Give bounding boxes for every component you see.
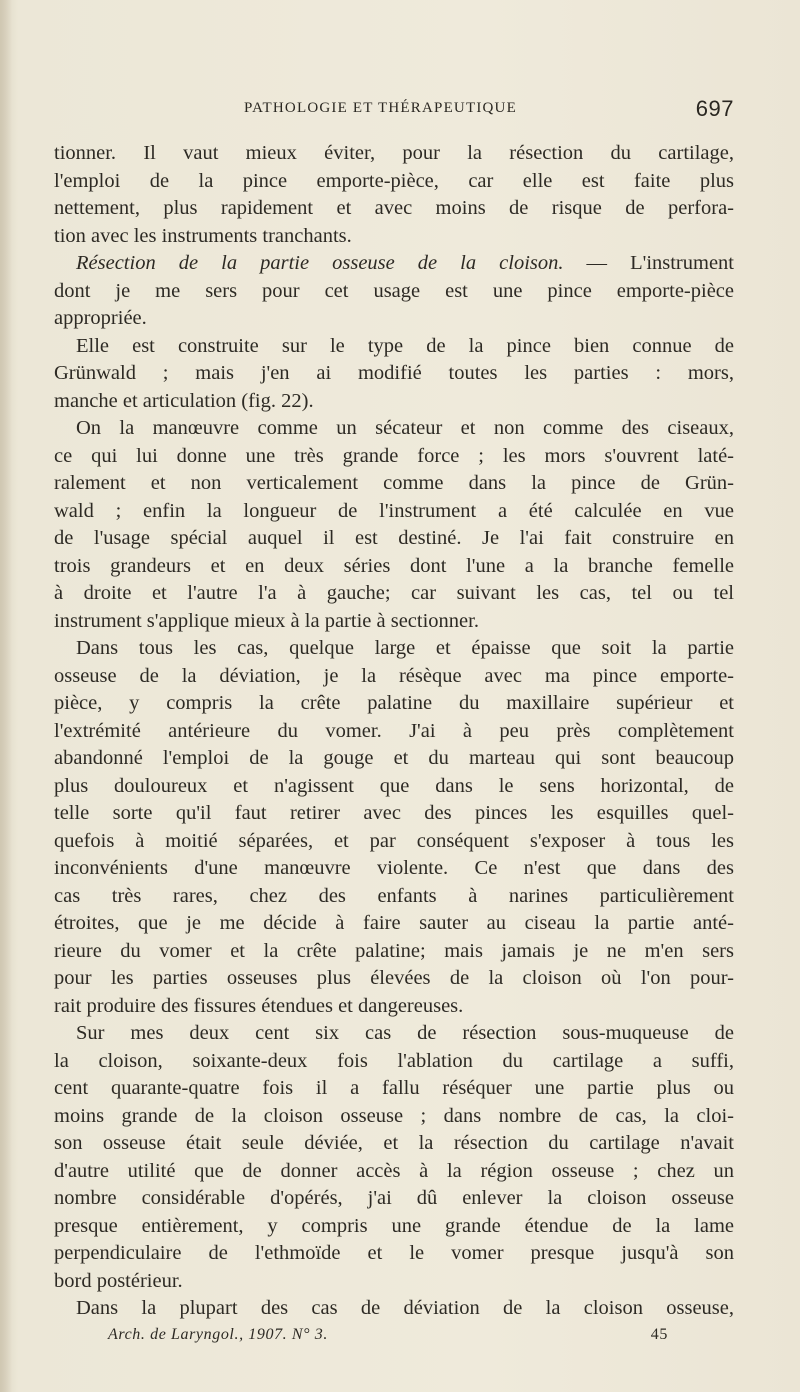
paragraph	[54, 333, 734, 416]
text-line: presque entièrement, y compris une grande étendue de la lame	[54, 1214, 734, 1237]
text-line: On la manœuvre comme un sécateur et non comme des ciseaux,	[76, 417, 734, 439]
text-line: Elle est construite sur le type de la pince bien connue de	[76, 334, 734, 357]
text-line: de l'usage spécial auquel il est destiné. Je l'ai fait construire en	[54, 527, 734, 549]
body-text	[54, 140, 734, 1323]
text-line: ralement et non verticalement comme dans la pince de Grün-	[54, 472, 734, 494]
text-line: son osseuse était seule déviée, et la résection du cartilage n'avait	[54, 1132, 734, 1154]
text-line: Dans tous les cas, quelque large et épaisse que soit la partie	[76, 637, 734, 659]
text-line: inconvénients d'une manœuvre violente. Ce n'est que dans des	[54, 857, 734, 879]
page-footer	[108, 1326, 668, 1350]
text-line: ce qui lui donne une très grande force ; les mors s'ouvrent laté-	[54, 444, 734, 467]
text-line: osseuse de la déviation, je la résèque avec ma pince emporte-	[54, 664, 734, 687]
text-line: l'extrémité antérieure du vomer. J'ai à peu près complètement	[54, 719, 734, 742]
text-line: d'autre utilité que de donner accès à la région osseuse ; chez un	[54, 1159, 734, 1182]
text-line: wald ; enfin la longueur de l'instrument a été calculée en vue	[54, 499, 734, 522]
paragraph	[54, 140, 734, 250]
text-line: appropriée.	[54, 307, 147, 329]
text-line: pièce, y compris la crête palatine du maxillaire supérieur et	[54, 692, 734, 714]
text-line: bord postérieur.	[54, 1269, 183, 1292]
text-line: manche et articulation (fig. 22).	[54, 389, 314, 412]
text-line: cas très rares, chez des enfants à narines particulièrement	[54, 884, 734, 907]
text-line: cent quarante-quatre fois il a fallu réséquer une partie plus ou	[54, 1077, 734, 1099]
text-line: plus douloureux et n'agissent que dans le sens horizontal, de	[54, 774, 734, 797]
text-line: perpendiculaire de l'ethmoïde et le vomer presque jusqu'à son	[54, 1242, 734, 1264]
text-fragment: — L'instrument	[563, 252, 734, 274]
text-line: étroites, que je me décide à faire sauter au ciseau la partie anté-	[54, 912, 734, 934]
text-line: rieure du vomer et la crête palatine; mais jamais je ne m'en sers	[54, 939, 734, 962]
text-line: Dans la plupart des cas de déviation de la cloison osseuse,	[76, 1297, 734, 1319]
page-edge-shadow	[0, 0, 12, 1392]
paragraph	[54, 415, 734, 635]
text-line: pour les parties osseuses plus élevées de la cloison où l'on pour-	[54, 967, 734, 989]
text-line: à droite et l'autre l'a à gauche; car suivant les cas, tel ou tel	[54, 582, 734, 604]
text-line: abandonné l'emploi de la gouge et du marteau qui sont beaucoup	[54, 747, 734, 769]
running-title: PATHOLOGIE ET THÉRAPEUTIQUE	[244, 100, 517, 116]
paragraph	[54, 1295, 734, 1323]
text-line: trois grandeurs et en deux séries dont l'une a la branche femelle	[54, 554, 734, 577]
footer-citation: Arch. de Laryngol., 1907. N° 3.	[108, 1326, 328, 1343]
signature-mark: 45	[650, 1326, 668, 1343]
text-line: nettement, plus rapidement et avec moins de risque de perfora-	[54, 197, 734, 219]
text-line: la cloison, soixante-deux fois l'ablation du cartilage a suffi,	[54, 1049, 734, 1072]
text-line: quefois à moitié séparées, et par conséquent s'exposer à tous les	[54, 829, 734, 852]
paragraph	[54, 1020, 734, 1295]
text-line: tionner. Il vaut mieux éviter, pour la résection du cartilage,	[54, 142, 734, 164]
page-header	[54, 96, 734, 124]
text-line: Sur mes deux cent six cas de résection sous-muqueuse de	[76, 1022, 734, 1044]
text-line: telle sorte qu'il faut retirer avec des pinces les esquilles quel-	[54, 802, 734, 824]
text-line: moins grande de la cloison osseuse ; dans nombre de cas, la cloi-	[54, 1104, 734, 1127]
text-line: Grünwald ; mais j'en ai modifié toutes les parties : mors,	[54, 362, 734, 384]
text-line: l'emploi de la pince emporte-pièce, car elle est faite plus	[54, 169, 734, 192]
page-number: 697	[695, 96, 734, 121]
text-line: dont je me sers pour cet usage est une pince emporte-pièce	[54, 279, 734, 302]
text-line: rait produire des fissures étendues et dangereuses.	[54, 994, 464, 1017]
text-line: instrument s'applique mieux à la partie à sectionner.	[54, 609, 479, 632]
section-heading-line	[54, 250, 734, 278]
paragraph	[54, 250, 734, 333]
text-line: tion avec les instruments tranchants.	[54, 224, 352, 247]
text-line: nombre considérable d'opérés, j'ai dû enlever la cloison osseuse	[54, 1187, 734, 1209]
section-heading: Résection de la partie osseuse de la cloison.	[76, 252, 564, 274]
paragraph	[54, 635, 734, 1020]
